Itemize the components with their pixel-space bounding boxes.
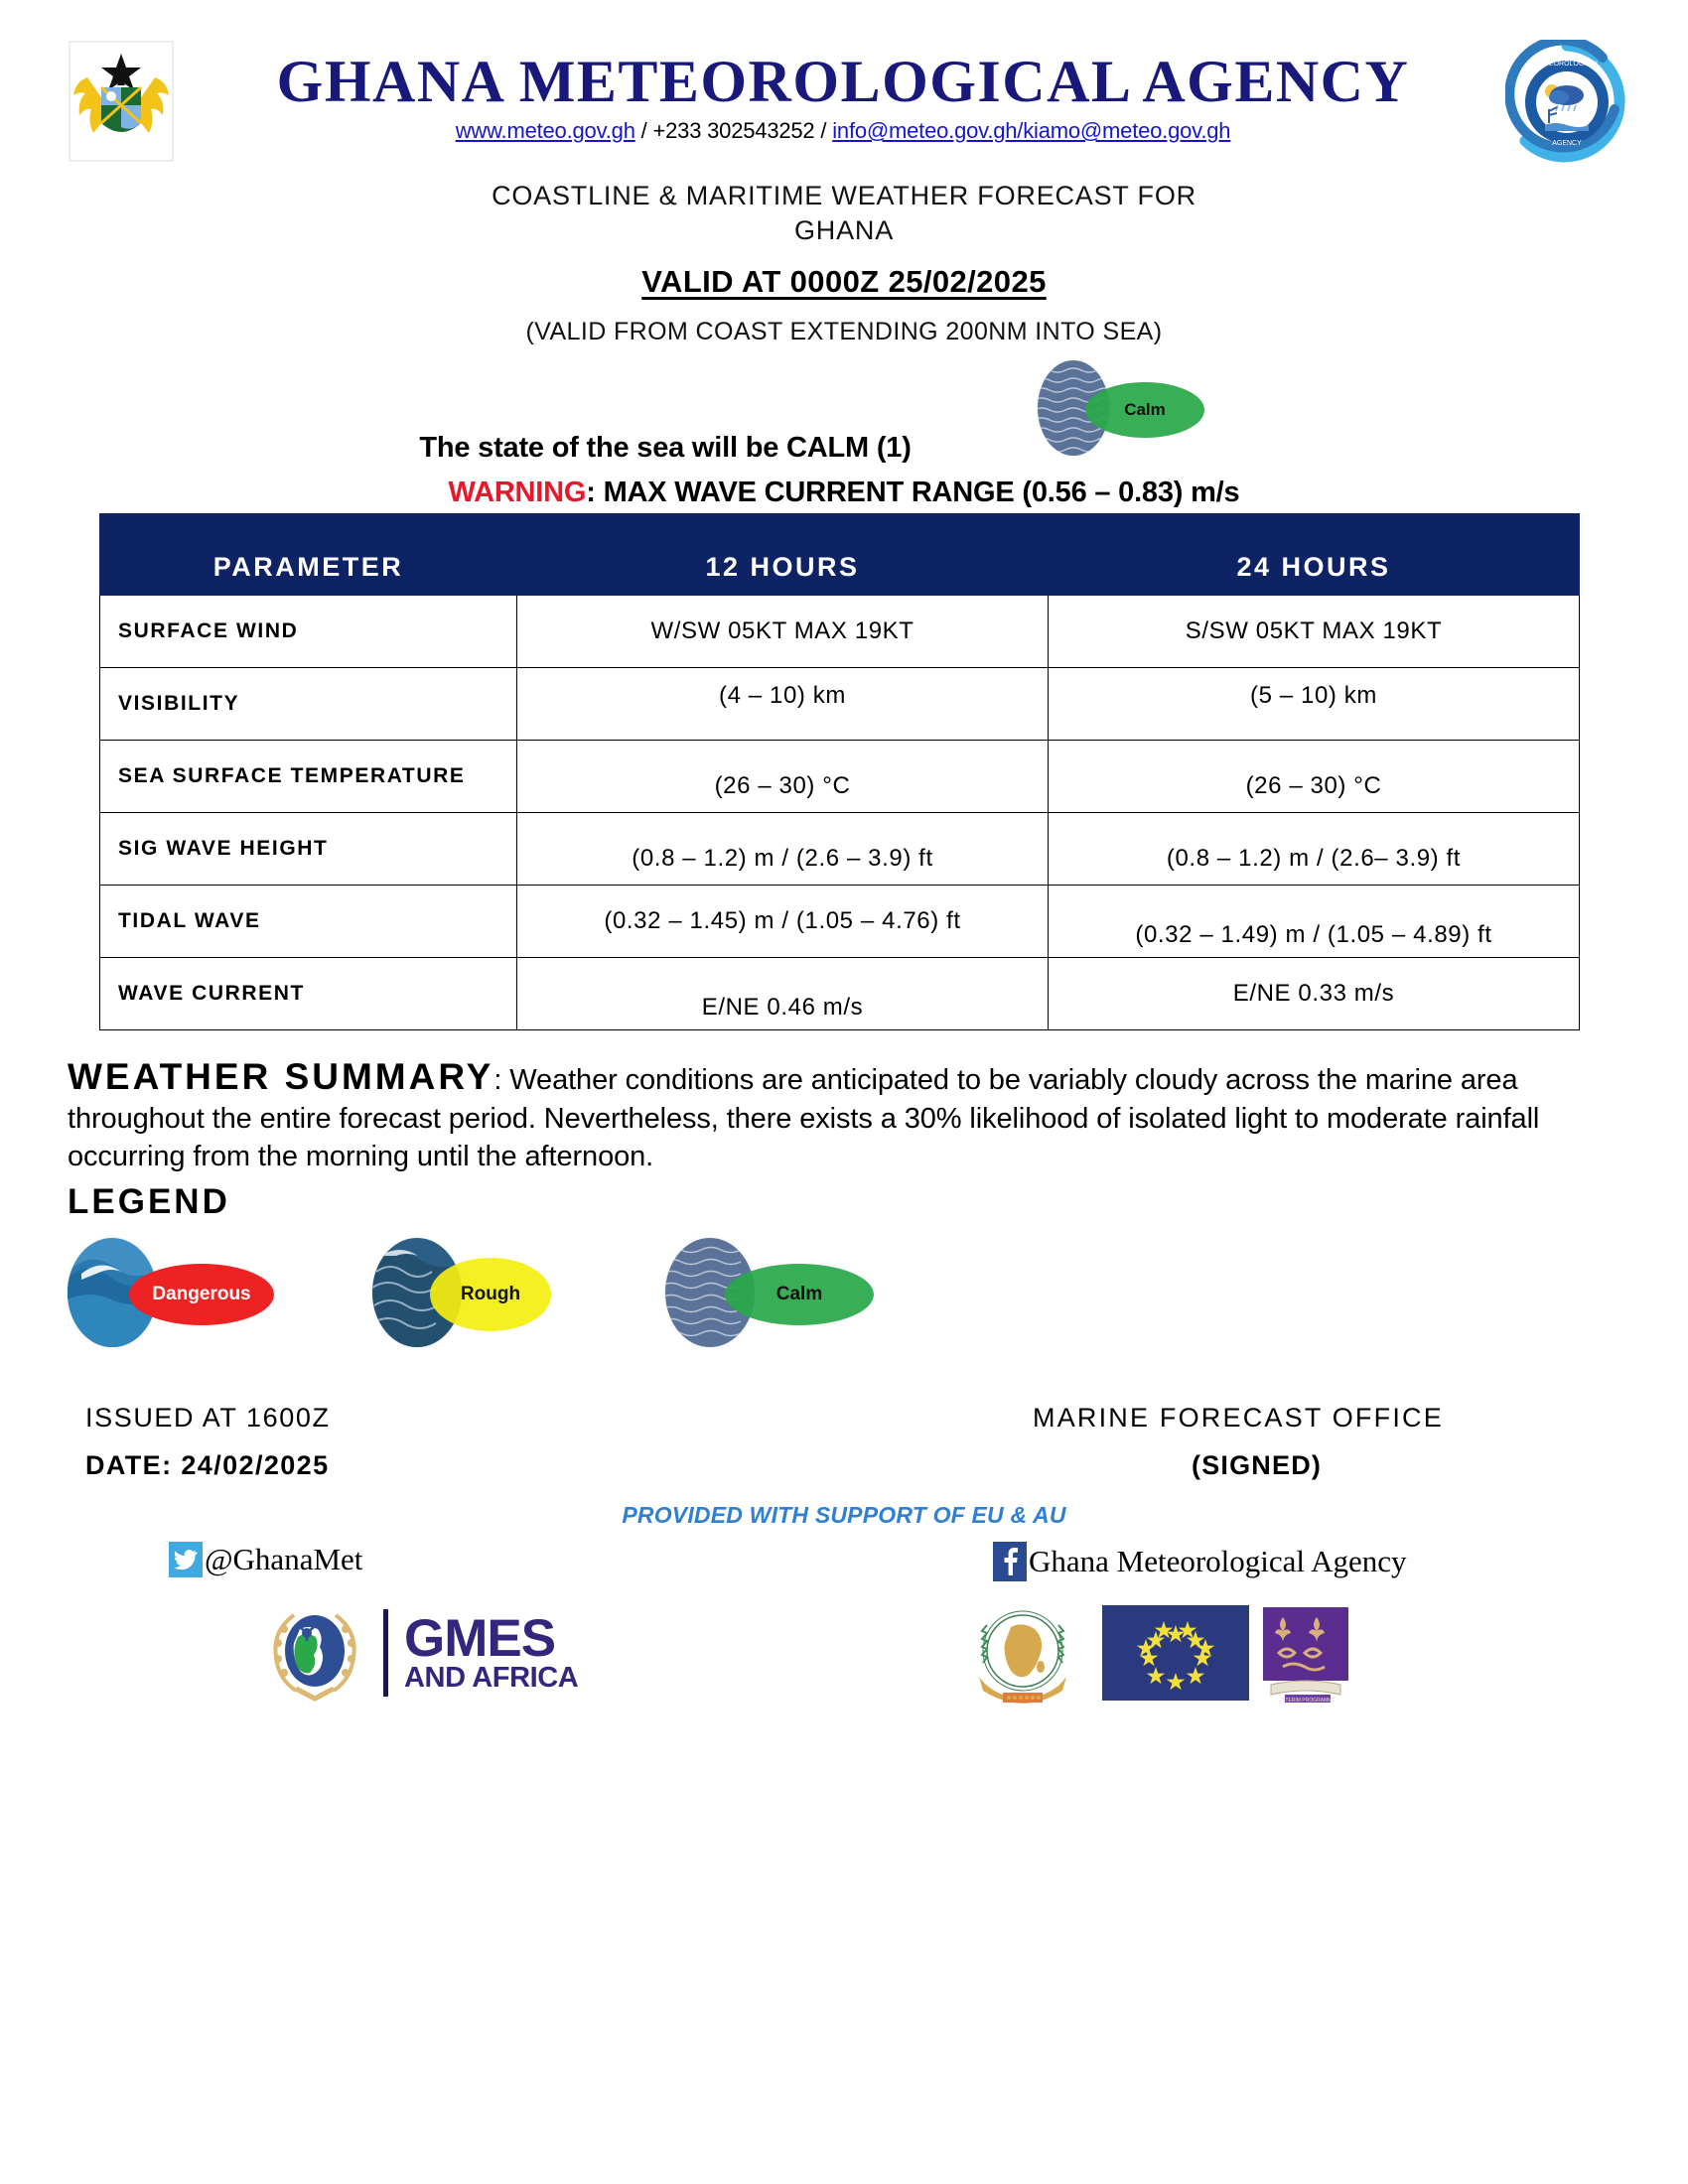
table-header-row: [100, 514, 1580, 596]
row-label-sig-wave-height: SIG WAVE HEIGHT: [100, 813, 517, 886]
contact-separator-1: /: [634, 118, 653, 144]
sea-state-text: The state of the sea will be CALM (1): [419, 432, 912, 465]
gmes-line-2: AND AFRICA: [404, 1661, 579, 1694]
legend-pill-dangerous: [129, 1264, 274, 1325]
header-titles: [181, 38, 1505, 144]
website-link[interactable]: www.meteo.gov.gh: [455, 118, 635, 144]
legend-label-calm: Calm: [775, 1283, 823, 1304]
document-header: [0, 0, 1688, 165]
cell-surface-wind-12h: W/SW 05KT MAX 19KT: [517, 596, 1049, 668]
legend-item-rough: [372, 1238, 591, 1352]
forecast-title-block: [0, 179, 1688, 346]
social-links-row: [0, 1542, 1688, 1597]
gmes-wordmark: [404, 1608, 579, 1694]
email-links[interactable]: info@meteo.gov.gh/kiamo@meteo.gov.gh: [832, 118, 1231, 144]
forecast-extent-text: (VALID FROM COAST EXTENDING 200NM INTO SEA): [525, 318, 1163, 346]
table-row: [100, 741, 1580, 813]
table-row: [100, 596, 1580, 668]
table-row: [100, 668, 1580, 741]
row-label-sea-surface-temperature: SEA SURFACE TEMPERATURE: [100, 741, 517, 813]
svg-text:INTERIM PROGRAMME: INTERIM PROGRAMME: [1280, 1697, 1336, 1704]
cell-tidal-wave-12h: (0.32 – 1.45) m / (1.05 – 4.76) ft: [517, 886, 1049, 958]
agency-title: GHANA METEOROLOGICAL AGENCY: [276, 49, 1410, 114]
column-header-12h: 12 HOURS: [517, 514, 1049, 596]
column-header-parameter: PARAMETER: [100, 514, 517, 596]
ghana-coat-of-arms-icon: [62, 38, 181, 165]
warning-label: WARNING: [448, 477, 587, 509]
row-label-tidal-wave: TIDAL WAVE: [100, 886, 517, 958]
legend-pill-rough: [430, 1258, 551, 1331]
cell-sig-wave-height-12h: (0.8 – 1.2) m / (2.6 – 3.9) ft: [517, 813, 1049, 886]
warning-text: : MAX WAVE CURRENT RANGE (0.56 – 0.83) m/s: [586, 477, 1240, 509]
partner-logos: [953, 1605, 1352, 1709]
legend-section: [0, 1238, 1688, 1357]
forecast-title-line2: GHANA: [793, 214, 895, 245]
cell-wave-current-12h: E/NE 0.46 m/s: [517, 958, 1049, 1030]
sea-state-pill: [1085, 382, 1204, 438]
cell-surface-wind-24h: S/SW 05KT MAX 19KT: [1049, 596, 1580, 668]
facebook-f-icon: [993, 1542, 1027, 1581]
sea-state-pill-label: Calm: [1124, 400, 1166, 420]
warning-line: [0, 477, 1688, 509]
european-union-flag-icon: [1102, 1605, 1249, 1701]
sea-state-section: [0, 350, 1688, 509]
row-label-wave-current: WAVE CURRENT: [100, 958, 517, 1030]
issue-date-text: DATE: 24/02/2025: [85, 1449, 330, 1480]
table-row: [100, 886, 1580, 958]
legend-heading: LEGEND: [68, 1181, 230, 1221]
forecast-table: [99, 513, 1580, 1030]
table-row: [100, 813, 1580, 886]
signed-text: (SIGNED): [1192, 1449, 1323, 1480]
african-union-logo-icon: [953, 1605, 1092, 1709]
legend-label-dangerous: Dangerous: [152, 1283, 251, 1304]
cell-tidal-wave-24h: (0.32 – 1.49) m / (1.05 – 4.89) ft: [1049, 886, 1580, 958]
cell-sst-24h: (26 – 30) °C: [1049, 741, 1580, 813]
cell-visibility-24h: (5 – 10) km: [1049, 668, 1580, 741]
marine-forecast-office-text: MARINE FORECAST OFFICE: [1033, 1402, 1444, 1433]
phone-number: +233 302543252: [652, 118, 815, 144]
cell-sig-wave-height-24h: (0.8 – 1.2) m / (2.6– 3.9) ft: [1049, 813, 1580, 886]
gmes-africa-logo: [260, 1599, 578, 1707]
legend-item-dangerous: [68, 1238, 316, 1352]
valid-at-text: VALID AT 0000Z 25/02/2025: [641, 264, 1047, 300]
svg-text:METEOROLOGICAL: METEOROLOGICAL: [1534, 61, 1600, 68]
facebook-page-name: Ghana Meteorological Agency: [1029, 1543, 1407, 1578]
forecast-table-wrap: [0, 513, 1688, 1030]
gmet-circular-logo-icon: [1505, 40, 1628, 165]
legend-item-calm: [665, 1238, 884, 1352]
twitter-bird-icon: [169, 1542, 203, 1577]
row-label-surface-wind: SURFACE WIND: [100, 596, 517, 668]
table-row: [100, 958, 1580, 1030]
cell-sst-12h: (26 – 30) °C: [517, 741, 1049, 813]
cell-visibility-12h: (4 – 10) km: [517, 668, 1049, 741]
partner-purple-logo-icon: [1259, 1605, 1352, 1704]
weather-summary-section: [0, 1056, 1688, 1176]
gmes-africa-globe-icon: [260, 1599, 369, 1707]
gmes-divider: [383, 1609, 388, 1697]
support-text: PROVIDED WITH SUPPORT OF EU & AU: [622, 1501, 1066, 1528]
contact-line: [185, 118, 1501, 144]
cell-wave-current-24h: E/NE 0.33 m/s: [1049, 958, 1580, 1030]
row-label-visibility: VISIBILITY: [100, 668, 517, 741]
contact-separator-2: /: [814, 118, 833, 144]
facebook-link[interactable]: [993, 1542, 1406, 1581]
svg-text:AGENCY: AGENCY: [1552, 140, 1582, 147]
column-header-24h: 24 HOURS: [1049, 514, 1580, 596]
gmes-line-1: GMES: [404, 1608, 556, 1668]
forecast-title-line1: COASTLINE & MARITIME WEATHER FORECAST FOR: [492, 181, 1196, 210]
partner-logo-bar: [0, 1599, 1688, 1708]
legend-label-rough: Rough: [460, 1283, 521, 1304]
weather-summary-body: : Weather conditions are anticipated to be variably cloudy across the marine area throughout the entire forecast period. Nevertheless, there exists a 30% likelihood of isolated light to moderate rainfall occurring from the morning until the afternoon.: [68, 1064, 1540, 1173]
twitter-handle: @GhanaMet: [205, 1541, 363, 1576]
legend-pill-calm: [725, 1264, 874, 1325]
issued-at-text: ISSUED AT 1600Z: [85, 1402, 331, 1433]
twitter-link[interactable]: [169, 1542, 362, 1577]
weather-summary-heading: WEATHER SUMMARY: [68, 1056, 494, 1098]
